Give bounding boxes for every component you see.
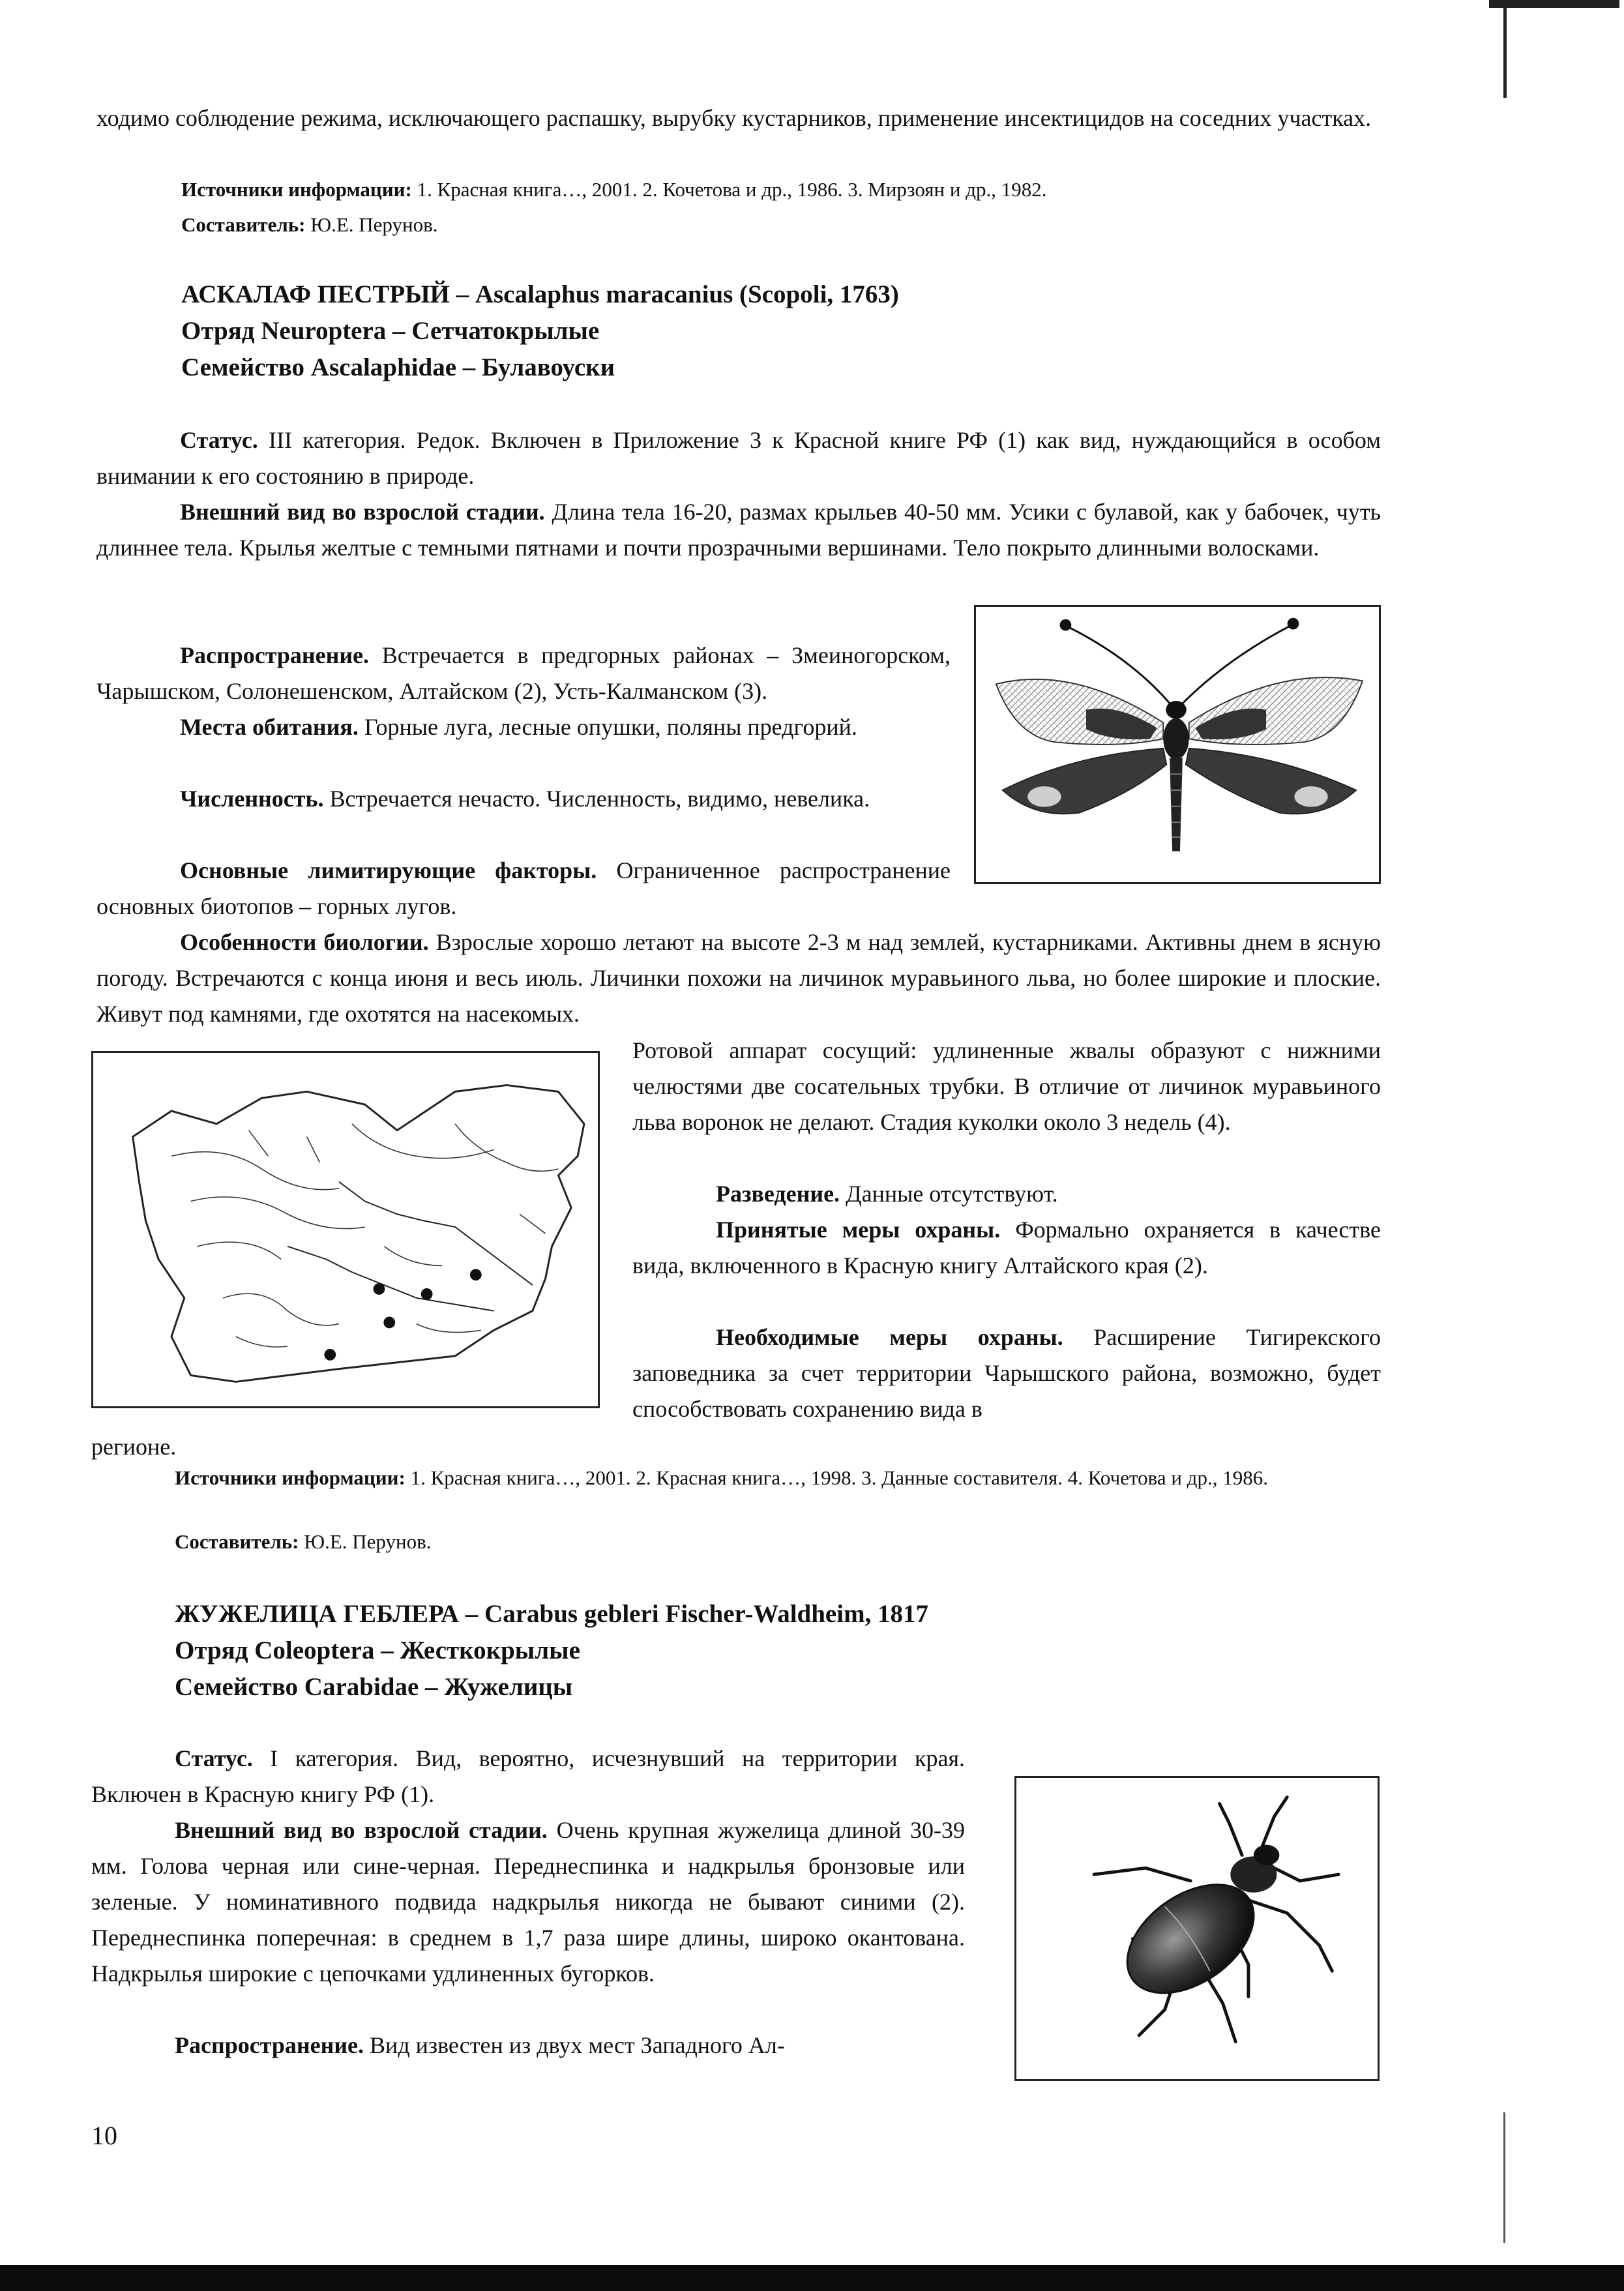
distribution-map-icon xyxy=(93,1053,598,1406)
carabus-family: Семейство Carabidae – Жужелицы xyxy=(175,1673,573,1701)
ascalaphus-measures: Принятые меры охраны. Формально охраняется в качестве вида, включенного в Красную книгу Алтайского края (2). xyxy=(632,1217,1381,1279)
ascalaphus-illustration-icon xyxy=(976,607,1379,882)
top-sources: Источники информации: 1. Красная книга…, 2001. 2. Кочетова и др., 1986. 3. Мирзоян и др., 1982. xyxy=(181,178,1047,201)
ascalaphus-biology: Особенности биологии. Взрослые хорошо летают на высоте 2-3 м над землей, кустарниками. Активны днем в ясную погоду. Встречаются с конца июня и весь июль. Личинки похожи на личинок муравьиного льва, но более широкие и плоские. Живут под камнями, где охотятся на насекомых. xyxy=(96,929,1381,1027)
ascalaphus-distribution: Распространение. Встречается в предгорных районах – Змеиногорском, Чарышском, Солонешенском, Алтайском (2), Усть-Калманском (3). xyxy=(96,642,951,704)
ascalaphus-biology-continued: Ротовой аппарат сосущий: удлиненные жвалы образуют с нижними челюстями две сосательных трубки. В отличие от личинок муравьиного льва воронок не делают. Стадия куколки около 3 недель (4). xyxy=(632,1037,1381,1135)
ascalaphus-habitat: Места обитания. Горные луга, лесные опушки, поляны предгорий. xyxy=(180,714,857,740)
carabus-order: Отряд Coleoptera – Жесткокрылые xyxy=(175,1636,580,1664)
page-number: 10 xyxy=(91,2121,117,2150)
carabus-distribution: Распространение. Вид известен из двух мест Западного Ал- xyxy=(175,2032,785,2058)
ascalaphus-limiting: Основные лимитирующие факторы. Ограниченное распространение основных биотопов – горных лугов. xyxy=(96,857,951,919)
ascalaphus-figure xyxy=(974,605,1381,884)
ascalaphus-status: Статус. III категория. Редок. Включен в Приложение 3 к Красной книге РФ (1) как вид, нуждающийся в особом внимании к его состоянию в природе. xyxy=(96,427,1381,489)
ascalaphus-abundance: Численность. Встречается нечасто. Численность, видимо, невелика. xyxy=(180,786,870,812)
distribution-map-figure xyxy=(91,1051,600,1408)
ascalaphus-compiler: Составитель: Ю.Е. Перунов. xyxy=(175,1530,432,1553)
ascalaphus-breeding: Разведение. Данные отсутствуют. xyxy=(716,1181,1058,1207)
carabus-status: Статус. I категория. Вид, вероятно, исчезнувший на территории края. Включен в Красную книгу РФ (1). xyxy=(91,1745,965,1807)
ascalaphus-order: Отряд Neuroptera – Сетчатокрылые xyxy=(181,317,600,345)
carabus-figure xyxy=(1014,1776,1380,2081)
carabus-appearance: Внешний вид во взрослой стадии. Очень крупная жужелица длиной 30-39 мм. Голова черная или сине-черная. Переднеспинка и надкрылья бронзовые или зеленые. У номинативного подвида надкрылья никогда не бывают синими (2). Переднеспинка поперечная: в среднем в 1,7 раза шире длины, широко окантована. Надкрылья широкие с цепочками удлиненных бугорков. xyxy=(91,1817,965,1987)
bottom-scan-bar xyxy=(0,2265,1624,2291)
ascalaphus-sources: Источники информации: 1. Красная книга…, 2001. 2. Красная книга…, 1998. 3. Данные составителя. 4. Кочетова и др., 1986. xyxy=(175,1466,1268,1489)
carabus-title: ЖУЖЕЛИЦА ГЕБЛЕРА – Carabus gebleri Fischer-Waldheim, 1817 xyxy=(175,1600,929,1628)
top-right-scan-edge xyxy=(1489,0,1619,8)
carabus-illustration-icon xyxy=(1016,1778,1378,2079)
ascalaphus-needed-measures: Необходимые меры охраны. Расширение Тигирекского заповедника за счет территории Чарышского района, возможно, будет способствовать сохранению вида в xyxy=(632,1324,1381,1422)
right-scan-edge-line xyxy=(1503,0,1507,98)
continuation-paragraph: ходимо соблюдение режима, исключающего распашку, вырубку кустарников, применение инсектицидов на соседних участках. xyxy=(96,105,1372,131)
ascalaphus-appearance: Внешний вид во взрослой стадии. Длина тела 16-20, размах крыльев 40-50 мм. Усики с булавой, как у бабочек, чуть длиннее тела. Крылья желтые с темными пятнами и почти прозрачными вершинами. Тело покрыто длинными волосками. xyxy=(96,499,1381,561)
ascalaphus-family: Семейство Ascalaphidae – Булавоуски xyxy=(181,353,615,381)
ascalaphus-needed-measures-end: регионе. xyxy=(91,1434,177,1460)
right-scan-edge-lower xyxy=(1503,2112,1505,2243)
ascalaphus-title: АСКАЛАФ ПЕСТРЫЙ – Ascalaphus maracanius (Scopoli, 1763) xyxy=(181,280,899,308)
top-compiler: Составитель: Ю.Е. Перунов. xyxy=(181,213,438,236)
